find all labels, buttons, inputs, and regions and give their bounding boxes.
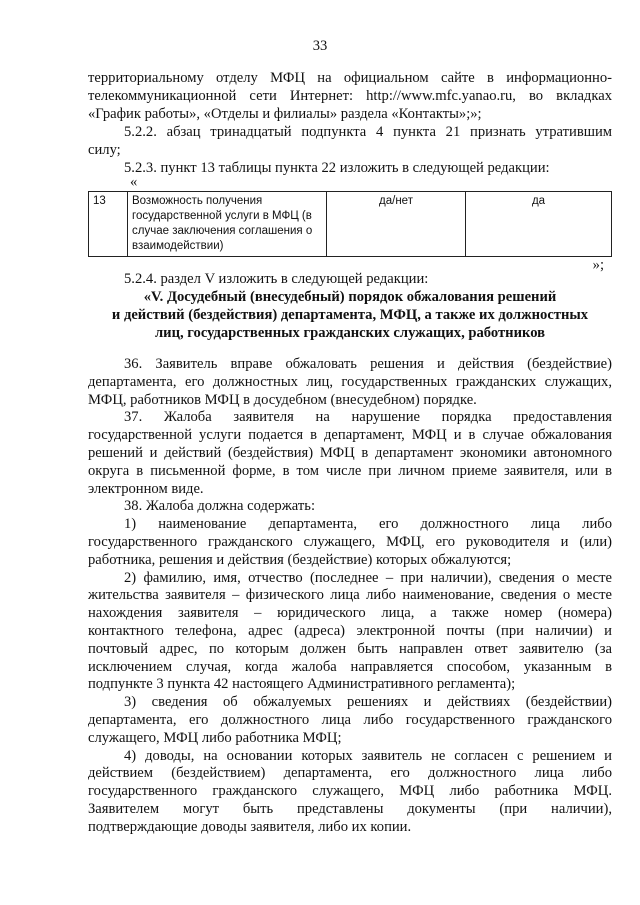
text-line: решений и действий (бездействия) МФЦ в департамент экономики автономного — [88, 444, 612, 461]
table-cell-value: да — [466, 192, 612, 257]
text-line: 5.2.2. абзац тринадцатый подпункта 4 пункта 21 признать утратившим — [124, 124, 612, 140]
text-line: 5.2.4. раздел V изложить в следующей редакции: — [124, 271, 429, 287]
item-4 — [88, 748, 612, 837]
text-line: жительства заявителя – физического лица либо наименование, сведения о месте — [88, 587, 612, 604]
text-line: департамента, его должностного лица либо государственного гражданского — [88, 711, 612, 728]
heading-line: «V. Досудебный (внесудебный) порядок обжалования решений — [143, 289, 557, 305]
item-2 — [88, 570, 612, 695]
paragraph-37 — [88, 409, 612, 498]
text-line: исключением случая, когда жалоба направляется способом, указанным в — [88, 658, 612, 675]
services-table — [88, 191, 612, 257]
text-line: 1) наименование департамента, его должностного лица либо — [124, 516, 612, 533]
text-line: 3) сведения об обжалуемых решениях и действиях (бездействии) — [124, 694, 612, 711]
text-line: почтовый адрес, по которым должен быть направлен ответ заявителю (за — [88, 640, 612, 657]
text-line: государственного гражданского служащего, МФЦ либо работника МФЦ. — [88, 783, 612, 800]
section-heading — [88, 289, 612, 342]
text-line: округа в письменной форме, в том числе при личном приеме заявителя, или в — [88, 462, 612, 479]
text-line: 38. Жалоба должна содержать: — [124, 498, 315, 515]
body-paragraphs — [88, 356, 612, 837]
text-line: контактного телефона, адрес (адреса) электронной почты (при наличии) и — [88, 622, 612, 639]
item-3 — [88, 694, 612, 747]
table-cell-number: 13 — [89, 192, 128, 257]
item-1 — [88, 516, 612, 569]
text-line: работника, решения и действия (бездействие) которых обжалуются; — [88, 551, 512, 568]
table-cell-options: да/нет — [327, 192, 466, 257]
text-line: подтверждающие доводы заявителя, либо их копии. — [88, 818, 412, 835]
text-line: государственной услуги подается в департамент, МФЦ и в случае обжалования — [88, 427, 612, 444]
text-line: территориальному отделу МФЦ на официальном сайте в информационно- — [88, 70, 612, 86]
intro-paragraph — [88, 70, 612, 123]
text-line: подпункте 3 пункта 42 настоящего Административного регламента); — [88, 676, 516, 693]
text-line: 36. Заявитель вправе обжаловать решения и действия (бездействие) — [124, 356, 612, 372]
text-line: служащего, МФЦ либо работника МФЦ; — [88, 729, 342, 746]
quote-open: « — [130, 174, 138, 190]
text-line: силу; — [88, 141, 121, 158]
paragraph-5-2-3 — [88, 160, 612, 178]
text-line: «График работы», «Отделы и филиалы» раздела «Контакты»;»; — [88, 105, 482, 122]
text-line: нахождения заявителя – юридического лица, а также номер (номера) — [88, 605, 612, 622]
text-line: 5.2.3. пункт 13 таблицы пункта 22 изложить в следующей редакции: — [124, 160, 550, 176]
text-line: 2) фамилию, имя, отчество (последнее – при наличии), сведения о месте — [124, 569, 612, 586]
heading-line: и действий (бездействия) департамента, МФЦ, а также их должностных — [111, 306, 589, 323]
table-cell-description: Возможность получения государственной услуги в МФЦ (в случае заключения соглашения о взаимодействии) — [128, 192, 327, 257]
table-row — [89, 192, 612, 257]
paragraph-5-2-2 — [88, 124, 612, 160]
quote-close: »; — [592, 257, 604, 273]
text-line: Заявителем могут быть представлены документы (при наличии), — [88, 800, 612, 817]
text-line: департамента, его должностных лиц, государственных гражданских служащих, — [88, 373, 612, 390]
page-number: 33 — [312, 38, 328, 54]
text-line: государственного гражданского служащего, МФЦ, его руководителя и (или) — [88, 533, 612, 550]
text-line: электронном виде. — [88, 480, 204, 497]
text-line: 37. Жалоба заявителя на нарушение порядка предоставления — [124, 409, 612, 426]
heading-line: лиц, государственных гражданских служащих, работников — [154, 324, 546, 341]
paragraph-36 — [88, 356, 612, 409]
text-line: МФЦ, работников МФЦ в досудебном (внесудебном) порядке. — [88, 391, 477, 408]
text-line: телекоммуникационной сети Интернет: http://www.mfc.yanao.ru, во вкладках — [88, 87, 612, 104]
paragraph-38 — [88, 498, 612, 516]
text-line: действием (бездействием) департамента, его должностного лица либо — [88, 765, 612, 782]
text-line: 4) доводы, на основании которых заявитель не согласен с решением и — [124, 747, 612, 764]
paragraph-5-2-4 — [88, 271, 612, 289]
